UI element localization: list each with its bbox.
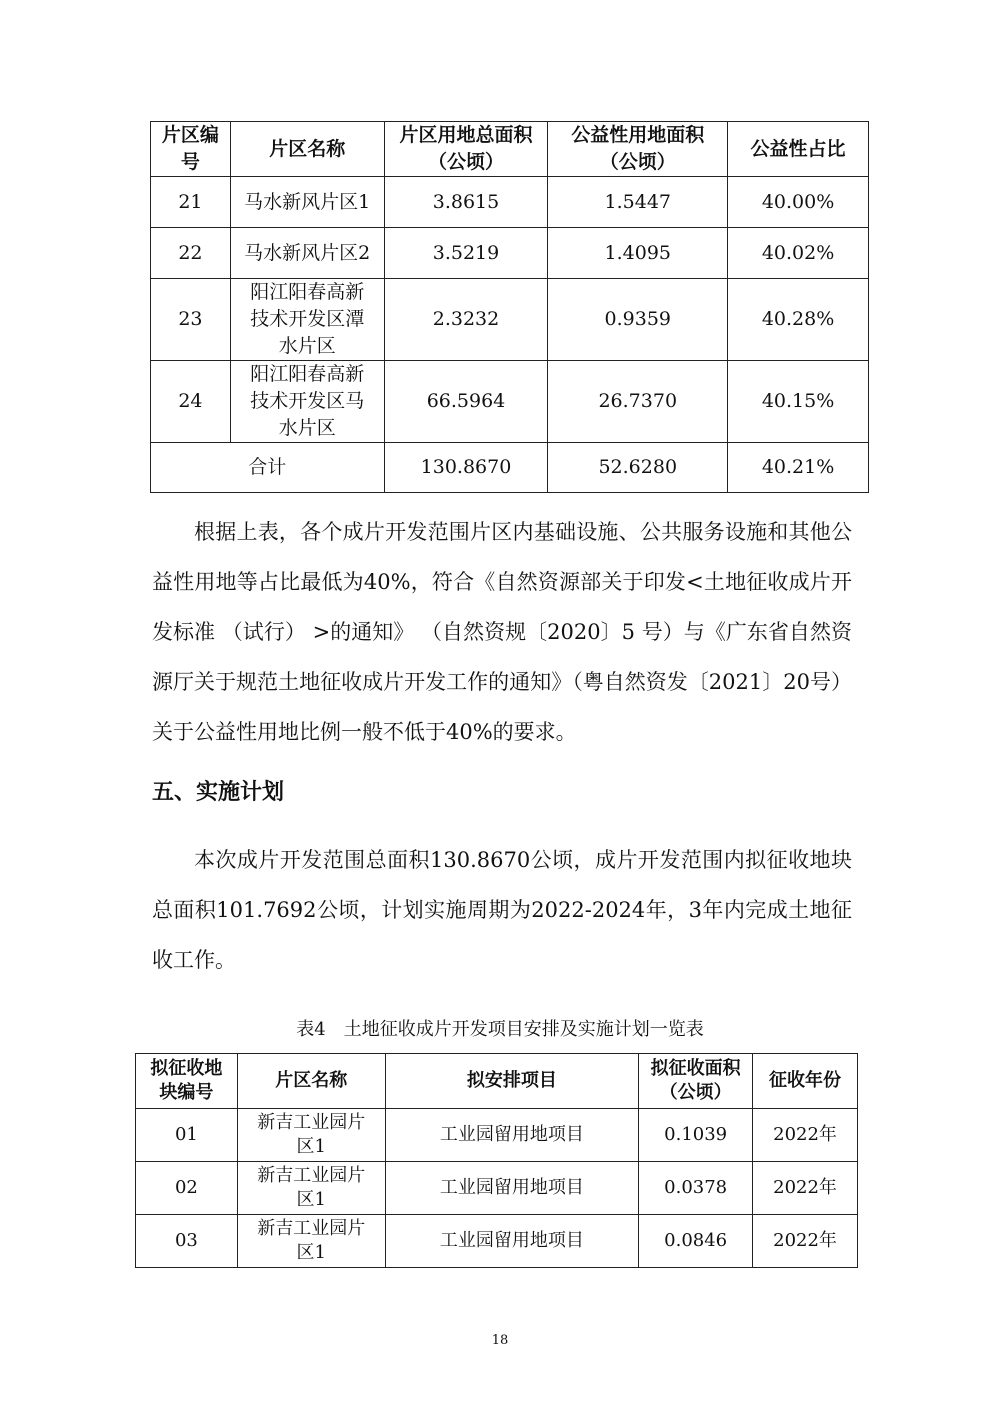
table-row [136,1109,858,1162]
header-plot-id: 拟征收地块编号 [136,1054,238,1109]
cell-total-area: 3.5219 [384,228,548,279]
table-header-row [151,122,869,177]
header-zone-id: 片区编号 [151,122,231,177]
implementation-plan-table [135,1053,858,1268]
cell-public-ratio: 40.02% [728,228,869,279]
table-header-row [136,1054,858,1109]
cell-total-area: 2.3232 [384,279,548,361]
cell-project: 工业园留用地项目 [385,1215,639,1268]
cell-total-area: 3.8615 [384,177,548,228]
header-project: 拟安排项目 [385,1054,639,1109]
table-row [136,1215,858,1268]
cell-public-area: 52.6280 [548,443,728,493]
table-row [151,228,869,279]
section-heading: 五、实施计划 [152,780,285,805]
cell-acquisition-area: 0.0378 [639,1162,753,1215]
cell-project: 工业园留用地项目 [385,1162,639,1215]
cell-public-area: 1.5447 [548,177,728,228]
paragraph-implementation-plan: 本次成片开发范围总面积130.8670公顷，成片开发范围内拟征收地块总面积101.7692公顷，计划实施周期为2022-2024年，3年内完成土地征收工作。 [152,848,852,972]
cell-plot-id: 03 [136,1215,238,1268]
header-acquisition-area: 拟征收面积（公顷） [639,1054,753,1109]
cell-acquisition-area: 0.1039 [639,1109,753,1162]
cell-total-label: 合计 [151,443,385,493]
cell-public-area: 0.9359 [548,279,728,361]
cell-public-ratio: 40.00% [728,177,869,228]
table-row [151,361,869,443]
table-row [136,1162,858,1215]
header-zone-name: 片区名称 [237,1054,385,1109]
cell-acquisition-area: 0.0846 [639,1215,753,1268]
table-total-row [151,443,869,493]
cell-zone-name: 新吉工业园片区1 [237,1215,385,1268]
cell-total-area: 66.5964 [384,361,548,443]
cell-zone-name: 马水新风片区1 [230,177,384,228]
cell-plot-id: 02 [136,1162,238,1215]
paragraph-public-land-compliance: 根据上表，各个成片开发范围片区内基础设施、公共服务设施和其他公益性用地等占比最低为40%，符合《自然资源部关于印发<土地征收成片开发标准 （试行） >的通知》 （自然资规〔2020〕5 号）与《广东省自然资源厅关于规范土地征收成片开发工作的通知》（粤自然资发〔2021〕20号）关于公益性用地比例一般不低于40%的要求。 [152,520,852,744]
header-total-area: 片区用地总面积（公顷） [384,122,548,177]
cell-zone-id: 24 [151,361,231,443]
cell-public-ratio: 40.15% [728,361,869,443]
cell-zone-id: 21 [151,177,231,228]
header-zone-name: 片区名称 [230,122,384,177]
page-number: 18 [491,1333,509,1348]
cell-zone-name: 新吉工业园片区1 [237,1109,385,1162]
cell-project: 工业园留用地项目 [385,1109,639,1162]
cell-zone-id: 23 [151,279,231,361]
cell-public-ratio: 40.28% [728,279,869,361]
cell-zone-name: 阳江阳春高新技术开发区马水片区 [230,361,384,443]
cell-acquisition-year: 2022年 [753,1162,858,1215]
cell-acquisition-year: 2022年 [753,1215,858,1268]
public-land-ratio-table [150,121,869,493]
cell-zone-name: 阳江阳春高新技术开发区潭水片区 [230,279,384,361]
header-acquisition-year: 征收年份 [753,1054,858,1109]
cell-total-area: 130.8670 [384,443,548,493]
cell-zone-name: 新吉工业园片区1 [237,1162,385,1215]
cell-public-ratio: 40.21% [728,443,869,493]
table-row [151,177,869,228]
table-row [151,279,869,361]
header-public-area: 公益性用地面积（公顷） [548,122,728,177]
cell-plot-id: 01 [136,1109,238,1162]
cell-zone-id: 22 [151,228,231,279]
cell-public-area: 26.7370 [548,361,728,443]
cell-acquisition-year: 2022年 [753,1109,858,1162]
cell-zone-name: 马水新风片区2 [230,228,384,279]
table-caption: 表4 土地征收成片开发项目安排及实施计划一览表 [296,1019,704,1040]
cell-public-area: 1.4095 [548,228,728,279]
header-public-ratio: 公益性占比 [728,122,869,177]
